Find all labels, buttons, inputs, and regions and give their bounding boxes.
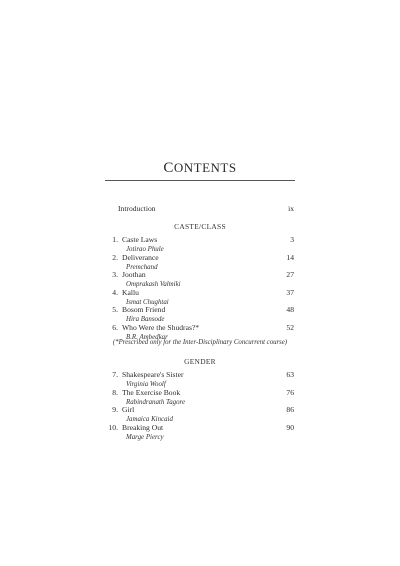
section-heading-gender: GENDER <box>184 357 216 366</box>
entry-page: 3 <box>290 235 294 244</box>
entry-page: 90 <box>286 423 294 432</box>
section-heading-caste-class: CASTE/CLASS <box>174 222 226 231</box>
entry-title: Caste Laws <box>122 235 158 244</box>
entry-number: 7. <box>112 370 118 379</box>
entry-author: Virginia Woolf <box>126 380 166 388</box>
introduction-page: ix <box>288 204 294 213</box>
entry-title: The Exercise Book <box>122 388 181 397</box>
entry-title: Breaking Out <box>122 423 164 432</box>
entry-author: Hira Bansode <box>126 315 165 323</box>
entry-page: 48 <box>286 305 294 314</box>
entry-page: 86 <box>286 405 294 414</box>
entry-title: Deliverance <box>122 253 159 262</box>
entry-page: 37 <box>286 288 294 297</box>
entry-page: 14 <box>286 253 294 262</box>
entry-author: Rabindranath Tagore <box>126 398 186 406</box>
entry-page: 27 <box>286 270 294 279</box>
title-rest: ONTENTS <box>173 160 237 175</box>
page-title <box>0 160 400 177</box>
introduction-label: Introduction <box>118 204 156 213</box>
entry-number: 8. <box>112 388 118 397</box>
entry-author: B.R. Ambedkar <box>126 333 168 341</box>
entry-title: Girl <box>122 405 135 414</box>
entry-number: 3. <box>112 270 118 279</box>
entry-author: Jamaica Kincaid <box>126 415 173 423</box>
entry-page: 76 <box>286 388 294 397</box>
toc-entry <box>104 305 294 324</box>
entry-title: Shakespeare's Sister <box>122 370 184 379</box>
entry-number: 4. <box>112 288 118 297</box>
entry-title: Who Were the Shudras?* <box>122 323 200 332</box>
title-rule <box>105 180 295 181</box>
entry-number: 1. <box>112 235 118 244</box>
entry-number: 2. <box>112 253 118 262</box>
entry-author: Marge Piercy <box>126 433 164 441</box>
toc-entry <box>104 405 294 424</box>
entry-title: Joothan <box>122 270 146 279</box>
entry-number: 10. <box>108 423 118 432</box>
entry-page: 63 <box>286 370 294 379</box>
entry-page: 52 <box>286 323 294 332</box>
entry-author: Ismat Chughtai <box>126 298 169 306</box>
title-initial: C <box>163 160 174 176</box>
entry-author: Premchand <box>126 263 158 271</box>
toc-entry <box>104 270 294 289</box>
entry-author: Jotirao Phule <box>126 245 164 253</box>
toc-entry <box>104 235 294 254</box>
entry-title: Kallu <box>122 288 139 297</box>
entry-number: 5. <box>112 305 118 314</box>
entry-number: 9. <box>112 405 118 414</box>
section-note: (*Prescribed only for the Inter-Disciplinary Concurrent course) <box>112 339 288 346</box>
entry-number: 6. <box>112 323 118 332</box>
introduction-entry <box>118 204 294 213</box>
entry-author: Omprakash Valmiki <box>126 280 181 288</box>
toc-entry <box>104 370 294 389</box>
entry-title: Bosom Friend <box>122 305 166 314</box>
toc-entry <box>104 423 294 442</box>
